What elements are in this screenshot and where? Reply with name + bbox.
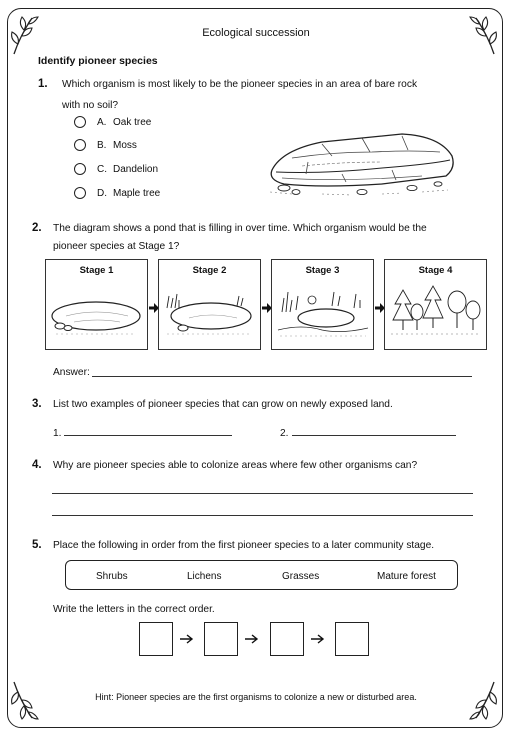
answer-label: Answer: <box>53 367 90 378</box>
stage-label: Stage 3 <box>305 265 340 276</box>
question-text: Place the following in order from the first pioneer species to a later community stage. <box>53 540 435 551</box>
option-label: Dandelion <box>113 163 159 175</box>
answer-line[interactable] <box>292 435 456 436</box>
radio-button[interactable] <box>74 163 86 175</box>
radio-button[interactable] <box>74 187 86 199</box>
word-bank <box>65 560 458 590</box>
stage-label: Stage 4 <box>418 265 453 276</box>
pond-icon <box>46 278 147 350</box>
question-number: 1. <box>38 78 48 90</box>
hint-text: Hint: Pioneer species are the first organisms to colonize a new or disturbed area. <box>95 692 417 702</box>
option-label: Moss <box>113 139 137 151</box>
word-item: Shrubs <box>96 571 128 582</box>
question-text: with no soil? <box>62 100 119 111</box>
stage-label: Stage 2 <box>192 265 227 276</box>
blank-number: 2. <box>280 428 289 439</box>
stage-label: Stage 1 <box>79 265 114 276</box>
blank-number: 1. <box>53 428 62 439</box>
page-title: Ecological succession <box>202 27 310 39</box>
pond-icon <box>272 278 373 350</box>
option-c[interactable] <box>74 163 158 175</box>
word-item: Mature forest <box>377 571 436 582</box>
answer-box-1[interactable] <box>139 622 173 656</box>
question-number: 5. <box>32 539 42 551</box>
stage-panel-2 <box>158 259 261 350</box>
stage-panel-1 <box>45 259 148 350</box>
arrow-right-icon <box>311 634 325 644</box>
arrow-right-icon <box>245 634 259 644</box>
answer-box-4[interactable] <box>335 622 369 656</box>
option-d[interactable] <box>74 187 160 199</box>
option-b[interactable] <box>74 139 137 151</box>
option-label: Oak tree <box>113 116 152 128</box>
question-number: 3. <box>32 398 42 410</box>
option-letter: B. <box>97 139 107 151</box>
radio-button[interactable] <box>74 116 86 128</box>
question-text: Which organism is most likely to be the pioneer species in an area of bare rock <box>62 79 418 90</box>
question-number: 2. <box>32 222 42 234</box>
option-a[interactable] <box>74 116 151 128</box>
question-text: pioneer species at Stage 1? <box>53 241 180 252</box>
question-text: List two examples of pioneer species that can grow on newly exposed land. <box>53 399 393 410</box>
option-letter: D. <box>97 187 107 199</box>
section-heading: Identify pioneer species <box>38 55 158 67</box>
answer-line[interactable] <box>92 376 472 377</box>
arrow-right-icon <box>180 634 194 644</box>
option-letter: C. <box>97 163 107 175</box>
question-text: The diagram shows a pond that is filling in over time. Which organism would be the <box>53 223 427 234</box>
option-label: Maple tree <box>113 187 161 199</box>
rock-icon <box>262 122 458 200</box>
forest-icon <box>385 278 486 350</box>
option-letter: A. <box>97 116 107 128</box>
stage-panel-4 <box>384 259 487 350</box>
word-item: Lichens <box>187 571 222 582</box>
answer-box-2[interactable] <box>204 622 238 656</box>
question-text: Why are pioneer species able to colonize areas where few other organisms can? <box>53 460 418 471</box>
word-item: Grasses <box>282 571 320 582</box>
stage-panel-3 <box>271 259 374 350</box>
answer-line[interactable] <box>52 493 473 494</box>
question-number: 4. <box>32 459 42 471</box>
pond-icon <box>159 278 260 350</box>
answer-box-3[interactable] <box>270 622 304 656</box>
answer-line[interactable] <box>52 515 473 516</box>
answer-line[interactable] <box>64 435 232 436</box>
radio-button[interactable] <box>74 139 86 151</box>
instruction-text: Write the letters in the correct order. <box>53 604 215 615</box>
